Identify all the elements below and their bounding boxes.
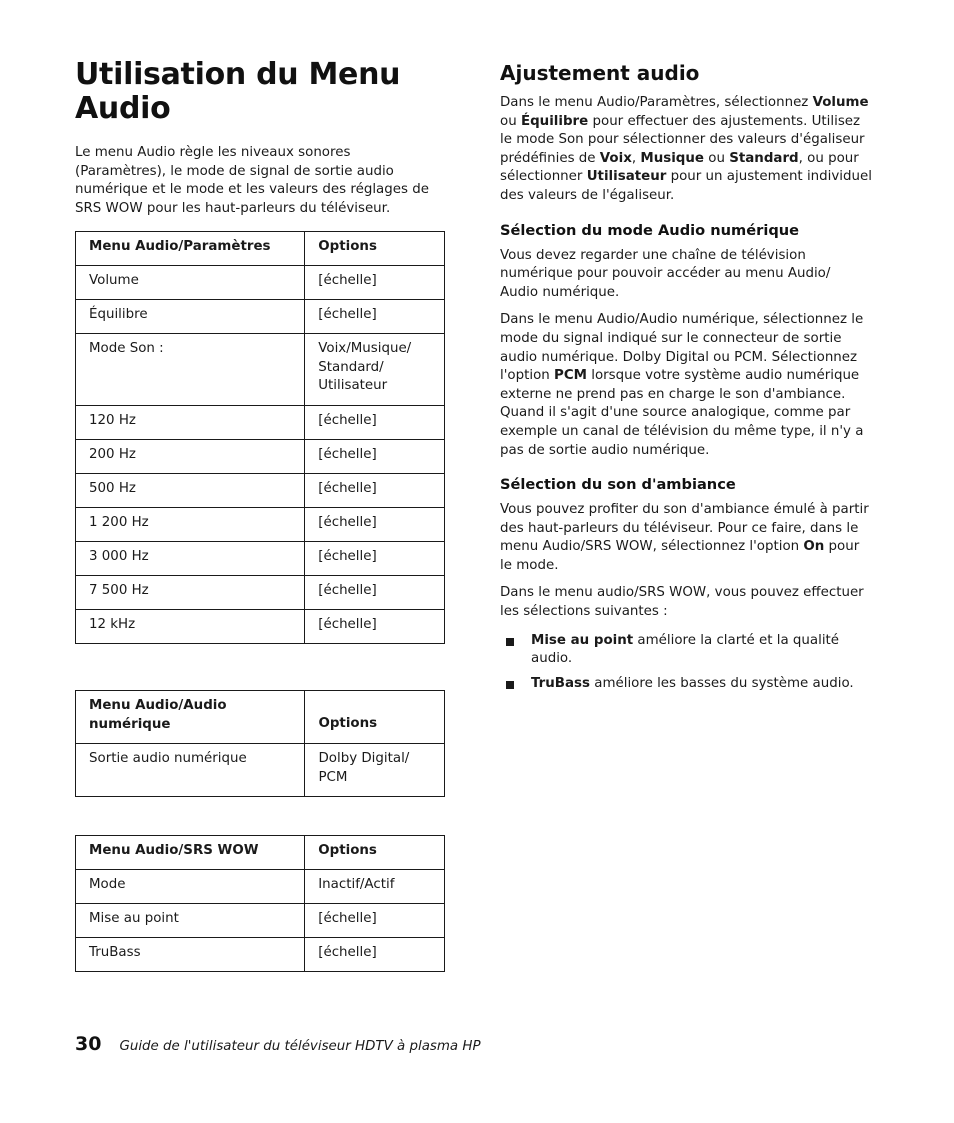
table-row <box>76 904 445 938</box>
table-header-options: Options <box>305 691 445 744</box>
audio-srs-table <box>75 835 445 972</box>
table-row <box>76 744 445 797</box>
text: ou <box>500 113 521 129</box>
text: ou <box>704 150 730 166</box>
bullet-list <box>500 632 872 694</box>
table-cell-menu: Mise au point <box>76 904 305 938</box>
paragraph-digital-mode <box>500 311 872 460</box>
text: , ou pour sélectionner <box>500 150 859 185</box>
table-cell-menu: Volume <box>76 266 305 300</box>
table-cell-menu: Sortie audio numérique <box>76 744 305 797</box>
table-cell-option: [échelle] <box>305 507 445 541</box>
paragraph-srs-selections: Dans le menu audio/SRS WOW, vous pouvez effectuer les sélections suivantes : <box>500 585 864 620</box>
table-header-menu: Menu Audio/Paramètres <box>76 232 305 266</box>
table-row <box>76 334 445 406</box>
table-row <box>76 870 445 904</box>
table-cell-menu: 12 kHz <box>76 609 305 643</box>
table-header-row <box>76 836 445 870</box>
paragraph-adjustment <box>500 94 872 206</box>
bold-text: Équilibre <box>520 113 589 129</box>
bold-text: Utilisateur <box>586 169 667 185</box>
footer-guide-title: Guide de l'utilisateur du téléviseur HDTV à plasma HP <box>119 1039 481 1054</box>
text: pour un ajustement individuel des valeurs de l'égaliseur. <box>500 169 872 203</box>
bold-text: TruBass <box>531 675 590 691</box>
table-header-menu: Menu Audio/SRS WOW <box>76 836 305 870</box>
text: pour effectuer des ajustements. Utilisez le mode Son pour sélectionner des valeurs d'égaliseur prédéfinies de <box>500 113 865 166</box>
page-footer <box>75 1033 481 1055</box>
bold-text: Musique <box>640 150 704 166</box>
table-row <box>76 439 445 473</box>
text: pour le mode. <box>500 539 860 573</box>
bold-text: PCM <box>554 368 587 384</box>
bold-text: On <box>803 539 825 555</box>
table-row <box>76 938 445 972</box>
table-cell-option: [échelle] <box>305 300 445 334</box>
table-cell-option: [échelle] <box>305 541 445 575</box>
table-cell-menu: Mode Son : <box>76 334 305 406</box>
page-number: 30 <box>75 1033 102 1055</box>
table-cell-menu: 1 200 Hz <box>76 507 305 541</box>
table-cell-option: [échelle] <box>305 609 445 643</box>
text: améliore les basses du système audio. <box>589 675 854 691</box>
table-cell-option: Inactif/Actif <box>305 870 445 904</box>
paragraph-digital-requirement: Vous devez regarder une chaîne de télévision numérique pour pouvoir accéder au menu Audio/ Audio numérique. <box>500 247 831 300</box>
table-cell-menu: TruBass <box>76 938 305 972</box>
table-cell-menu: 200 Hz <box>76 439 305 473</box>
text: améliore la clarté et la qualité audio. <box>531 632 840 667</box>
table-header-options: Options <box>305 232 445 266</box>
right-column <box>500 60 872 699</box>
text: , <box>631 150 641 166</box>
bold-text: Voix <box>599 150 632 166</box>
text: Dans le menu Audio/Paramètres, sélectionnez <box>500 95 813 110</box>
square-bullet-icon <box>506 681 514 689</box>
square-bullet-icon <box>506 638 514 646</box>
subheading-surround-sound: Sélection du son d'ambiance <box>500 476 736 494</box>
table-cell-menu: Équilibre <box>76 300 305 334</box>
bold-text: Volume <box>812 95 869 110</box>
table-cell-option: [échelle] <box>305 405 445 439</box>
table-row <box>76 609 445 643</box>
table-header-row <box>76 691 445 744</box>
table-cell-menu: Mode <box>76 870 305 904</box>
page-title-line1: Utilisation du Menu <box>75 57 401 92</box>
table-row <box>76 507 445 541</box>
list-item <box>500 632 872 669</box>
table-cell-option: [échelle] <box>305 473 445 507</box>
subheading-digital-audio: Sélection du mode Audio numérique <box>500 221 800 239</box>
table-row <box>76 300 445 334</box>
table-header-menu: Menu Audio/Audio numérique <box>76 691 305 744</box>
table-cell-option: Dolby Digital/ PCM <box>305 744 445 797</box>
table-header-options: Options <box>305 836 445 870</box>
table-cell-option: [échelle] <box>305 266 445 300</box>
bold-text: Mise au point <box>531 632 634 648</box>
table-row <box>76 541 445 575</box>
audio-settings-table <box>75 231 445 644</box>
list-item <box>500 675 872 694</box>
section-heading-audio-adjustment: Ajustement audio <box>500 61 700 85</box>
left-column <box>75 58 445 218</box>
paragraph-surround <box>500 501 872 575</box>
table-header-row <box>76 232 445 266</box>
table-cell-option: Voix/Musique/ Standard/ Utilisateur <box>305 334 445 406</box>
table-cell-option: [échelle] <box>305 439 445 473</box>
table-cell-menu: 7 500 Hz <box>76 575 305 609</box>
intro-paragraph: Le menu Audio règle les niveaux sonores (Paramètres), le mode de signal de sortie audio numérique et le mode et les valeurs des réglages de SRS WOW pour les haut-parleurs du téléviseur. <box>75 145 429 216</box>
text: Vous pouvez profiter du son d'ambiance émulé à partir des haut-parleurs du téléviseur. Pour ce faire, dans le menu Audio/SRS WOW, sélectionnez l'option <box>500 502 869 555</box>
table-cell-option: [échelle] <box>305 938 445 972</box>
table-cell-option: [échelle] <box>305 904 445 938</box>
table-cell-option: [échelle] <box>305 575 445 609</box>
table-row <box>76 266 445 300</box>
table-row <box>76 473 445 507</box>
audio-digital-table <box>75 690 445 797</box>
page-title <box>75 58 445 126</box>
table-cell-menu: 3 000 Hz <box>76 541 305 575</box>
bold-text: Standard <box>729 150 799 166</box>
table-row <box>76 575 445 609</box>
table-row <box>76 405 445 439</box>
page-title-line2: Audio <box>75 91 171 126</box>
text: lorsque votre système audio numérique externe ne prend pas en charge le son d'ambiance. Quand il s'agit d'une source analogique, comme par exemple un canal de télévision du même type, il n'y a pas de sortie audio numérique. <box>500 368 864 458</box>
text: Dans le menu Audio/Audio numérique, sélectionnez le mode du signal indiqué sur le connecteur de sortie audio numérique. Dolby Digital ou PCM. Sélectionnez l'option <box>500 312 864 384</box>
table-cell-menu: 120 Hz <box>76 405 305 439</box>
table-cell-menu: 500 Hz <box>76 473 305 507</box>
